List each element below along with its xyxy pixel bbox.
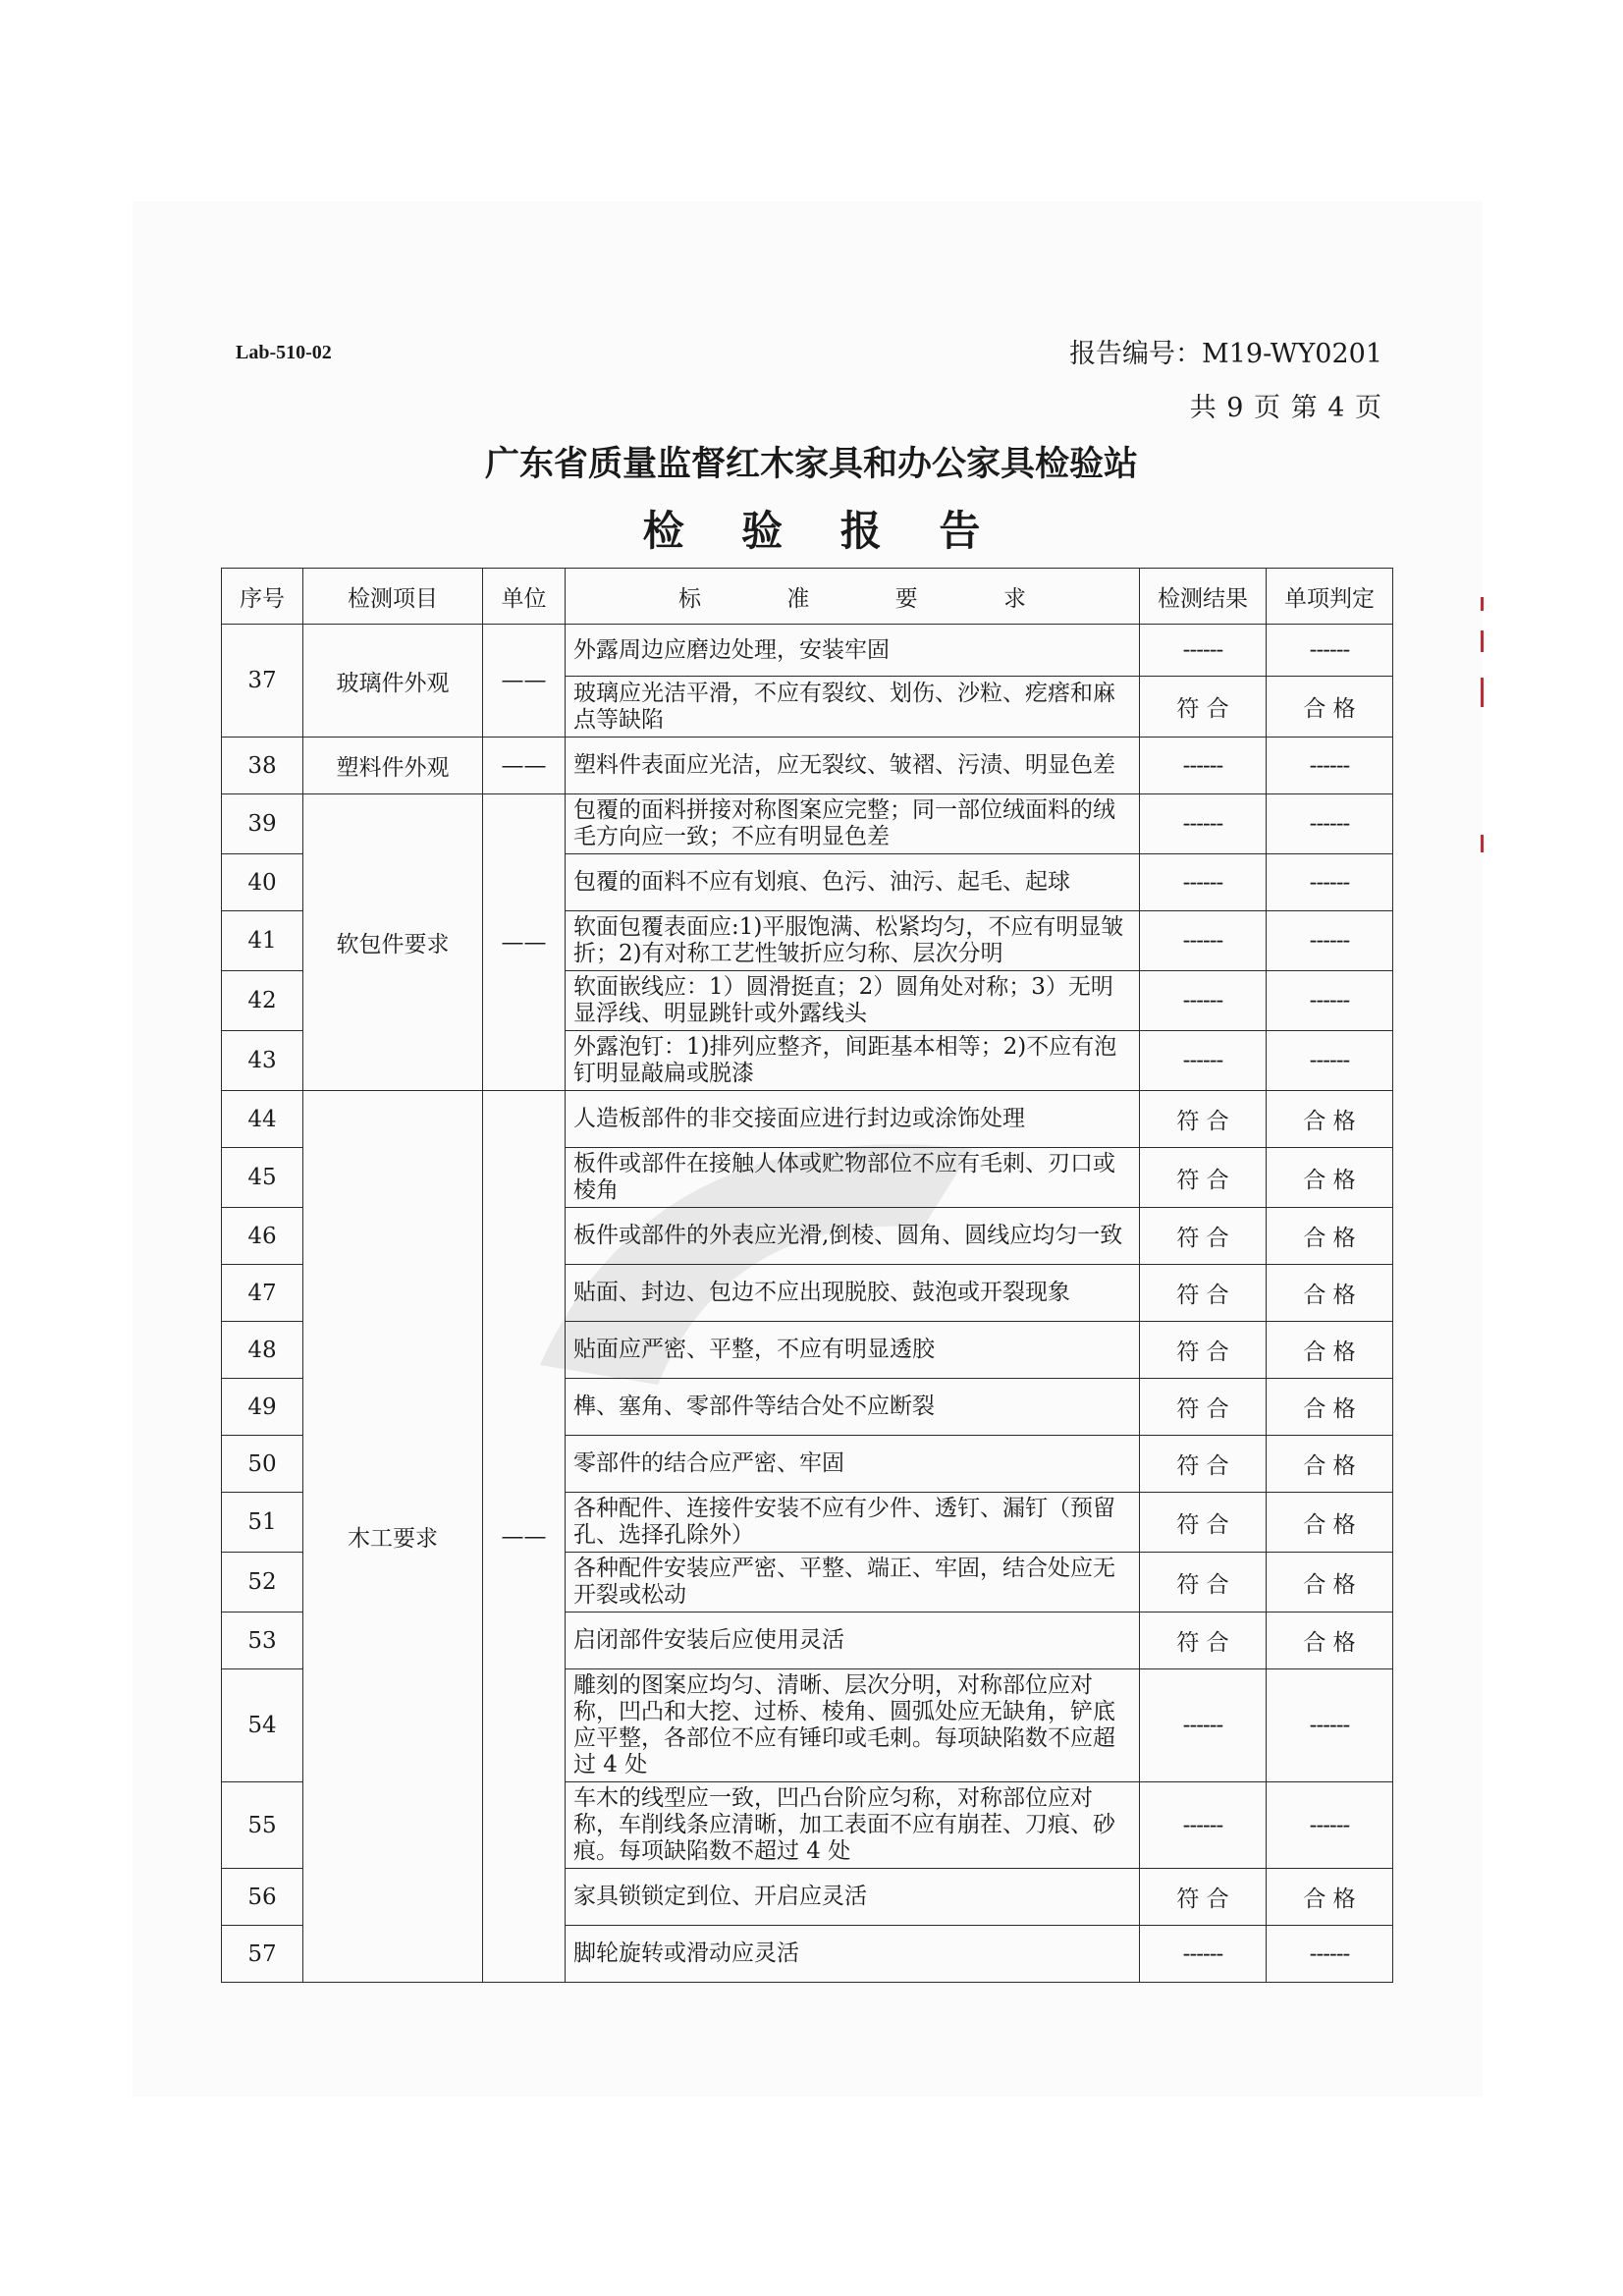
seq-cell: 46 [222,1208,303,1265]
seq-cell: 55 [222,1782,303,1869]
unit-cell: —— [483,1091,566,1983]
seq-cell: 44 [222,1091,303,1148]
requirement-cell: 车木的线型应一致，凹凸台阶应匀称，对称部位应对称，车削线条应清晰，加工表面不应有崩茬、刀痕、砂痕。每项缺陷数不超过 4 处 [566,1782,1140,1869]
seq-cell: 54 [222,1669,303,1782]
judgement-cell: ------ [1267,1031,1393,1091]
result-cell: 符 合 [1140,1493,1267,1553]
judgement-cell: 合 格 [1267,1869,1393,1926]
judgement-cell: 合 格 [1267,1208,1393,1265]
result-cell: 符 合 [1140,1553,1267,1613]
result-cell: ------ [1140,1926,1267,1983]
seq-cell: 53 [222,1613,303,1669]
requirement-cell: 贴面、封边、包边不应出现脱胶、鼓泡或开裂现象 [566,1265,1140,1322]
requirement-cell: 软面嵌线应：1）圆滑挺直；2）圆角处对称；3）无明显浮线、明显跳针或外露线头 [566,971,1140,1031]
requirement-cell: 脚轮旋转或滑动应灵活 [566,1926,1140,1983]
result-cell: 符 合 [1140,1208,1267,1265]
table-row [222,794,1393,854]
requirement-cell: 榫、塞角、零部件等结合处不应断裂 [566,1379,1140,1436]
seq-cell: 42 [222,971,303,1031]
judgement-cell: ------ [1267,1782,1393,1869]
scan-mark [1481,678,1484,707]
result-cell: ------ [1140,911,1267,971]
requirement-cell: 外露泡钉：1)排列应整齐，间距基本相等；2)不应有泡钉明显敲扁或脱漆 [566,1031,1140,1091]
result-cell: ------ [1140,738,1267,794]
seq-cell: 50 [222,1436,303,1493]
table-row [222,625,1393,677]
judgement-cell: ------ [1267,738,1393,794]
item-cell: 木工要求 [303,1091,483,1983]
requirement-cell: 各种配件安装应严密、平整、端正、牢固，结合处应无开裂或松动 [566,1553,1140,1613]
result-cell: 符 合 [1140,1265,1267,1322]
result-cell: 符 合 [1140,677,1267,738]
judgement-cell: 合 格 [1267,1379,1393,1436]
judgement-cell: 合 格 [1267,1613,1393,1669]
judgement-cell: ------ [1267,971,1393,1031]
result-cell: 符 合 [1140,1148,1267,1208]
result-cell: ------ [1140,854,1267,911]
requirement-cell: 包覆的面料拼接对称图案应完整；同一部位绒面料的绒毛方向应一致；不应有明显色差 [566,794,1140,854]
seq-cell: 40 [222,854,303,911]
scan-mark [1481,835,1484,852]
judgement-cell: ------ [1267,1926,1393,1983]
scan-mark [1481,597,1484,611]
header-judgement: 单项判定 [1267,569,1393,625]
requirement-cell: 家具锁锁定到位、开启应灵活 [566,1869,1140,1926]
judgement-cell: ------ [1267,794,1393,854]
requirement-cell: 零部件的结合应严密、牢固 [566,1436,1140,1493]
org-title: 广东省质量监督红木家具和办公家具检验站 [484,444,1138,484]
result-cell: 符 合 [1140,1613,1267,1669]
requirement-cell: 人造板部件的非交接面应进行封边或涂饰处理 [566,1091,1140,1148]
result-cell: 符 合 [1140,1091,1267,1148]
judgement-cell: 合 格 [1267,1265,1393,1322]
requirement-cell: 贴面应严密、平整，不应有明显透胶 [566,1322,1140,1379]
judgement-cell: 合 格 [1267,1322,1393,1379]
seq-cell: 39 [222,794,303,854]
judgement-cell: 合 格 [1267,1148,1393,1208]
requirement-cell: 各种配件、连接件安装不应有少件、透钉、漏钉（预留孔、选择孔除外） [566,1493,1140,1553]
result-cell: ------ [1140,625,1267,677]
seq-cell: 43 [222,1031,303,1091]
unit-cell: —— [483,625,566,738]
result-cell: ------ [1140,794,1267,854]
judgement-cell: 合 格 [1267,1091,1393,1148]
judgement-cell: ------ [1267,625,1393,677]
seq-cell: 51 [222,1493,303,1553]
result-cell: ------ [1140,1031,1267,1091]
requirement-cell: 板件或部件的外表应光滑,倒棱、圆角、圆线应均匀一致 [566,1208,1140,1265]
requirement-cell: 外露周边应磨边处理，安装牢固 [566,625,1140,677]
lab-code: Lab-510-02 [236,342,332,363]
header-requirement: 标 准 要 求 [566,569,1140,625]
judgement-cell: ------ [1267,1669,1393,1782]
seq-cell: 49 [222,1379,303,1436]
doc-title: 检 验 报 告 [642,507,1002,555]
judgement-cell: ------ [1267,854,1393,911]
seq-cell: 52 [222,1553,303,1613]
requirement-cell: 雕刻的图案应均匀、清晰、层次分明，对称部位应对称，凹凸和大挖、过桥、棱角、圆弧处应无缺角，铲底应平整，各部位不应有锤印或毛刺。每项缺陷数不应超过 4 处 [566,1669,1140,1782]
requirement-cell: 软面包覆表面应:1)平服饱满、松紧均匀，不应有明显皱折；2)有对称工艺性皱折应匀称、层次分明 [566,911,1140,971]
header-item: 检测项目 [303,569,483,625]
item-cell: 软包件要求 [303,794,483,1091]
result-cell: 符 合 [1140,1436,1267,1493]
unit-cell: —— [483,794,566,1091]
requirement-cell: 板件或部件在接触人体或贮物部位不应有毛刺、刃口或棱角 [566,1148,1140,1208]
result-cell: ------ [1140,1782,1267,1869]
table-header-row [222,569,1393,625]
requirement-cell: 启闭部件安装后应使用灵活 [566,1613,1140,1669]
scan-mark [1481,630,1484,652]
requirement-cell: 玻璃应光洁平滑，不应有裂纹、划伤、沙粒、疙瘩和麻点等缺陷 [566,677,1140,738]
page-indicator: 共 9 页 第 4 页 [1189,393,1382,423]
seq-cell: 37 [222,625,303,738]
judgement-cell: 合 格 [1267,1553,1393,1613]
result-cell: 符 合 [1140,1379,1267,1436]
result-cell: 符 合 [1140,1322,1267,1379]
unit-cell: —— [483,738,566,794]
judgement-cell: 合 格 [1267,1436,1393,1493]
item-cell: 玻璃件外观 [303,625,483,738]
seq-cell: 41 [222,911,303,971]
requirement-cell: 包覆的面料不应有划痕、色污、油污、起毛、起球 [566,854,1140,911]
table-row [222,738,1393,794]
result-cell: 符 合 [1140,1869,1267,1926]
report-number: 报告编号：M19-WY0201 [1069,339,1382,369]
requirement-cell: 塑料件表面应光洁，应无裂纹、皱褶、污渍、明显色差 [566,738,1140,794]
header-seq: 序号 [222,569,303,625]
result-cell: ------ [1140,971,1267,1031]
judgement-cell: 合 格 [1267,1493,1393,1553]
item-cell: 塑料件外观 [303,738,483,794]
table-row [222,1091,1393,1148]
result-cell: ------ [1140,1669,1267,1782]
header-result: 检测结果 [1140,569,1267,625]
seq-cell: 47 [222,1265,303,1322]
header-unit: 单位 [483,569,566,625]
inspection-table [221,568,1393,1983]
seq-cell: 57 [222,1926,303,1983]
judgement-cell: 合 格 [1267,677,1393,738]
seq-cell: 38 [222,738,303,794]
seq-cell: 56 [222,1869,303,1926]
judgement-cell: ------ [1267,911,1393,971]
seq-cell: 45 [222,1148,303,1208]
seq-cell: 48 [222,1322,303,1379]
